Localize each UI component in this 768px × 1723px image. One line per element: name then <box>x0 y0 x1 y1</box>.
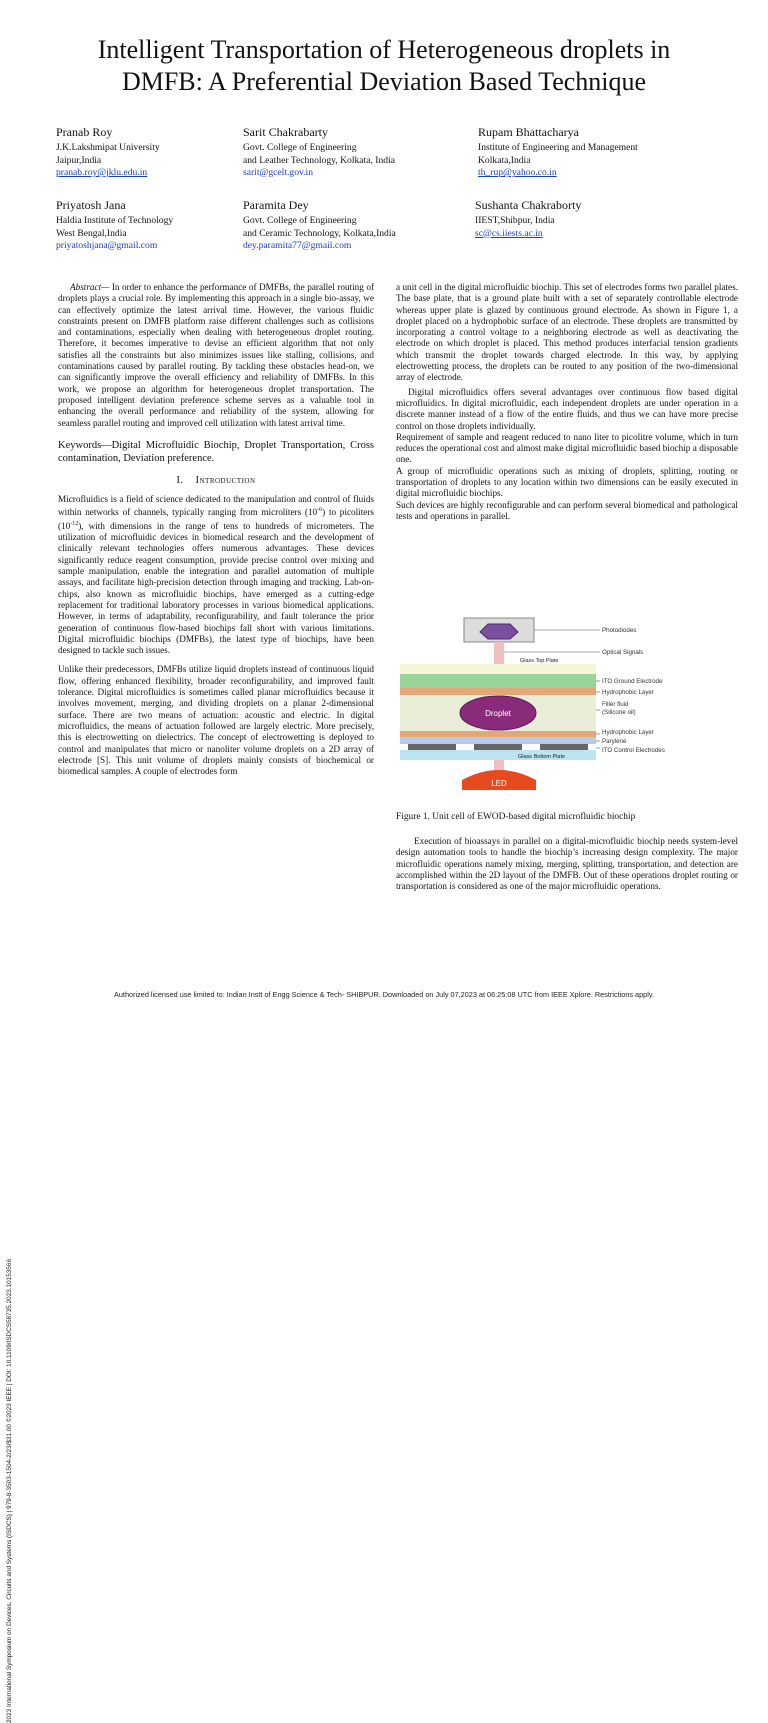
author-name: Rupam Bhattacharya <box>478 125 579 139</box>
ewod-diagram <box>400 612 738 804</box>
photodiode <box>480 624 518 639</box>
author-name: Sarit Chakrabarty <box>243 125 328 139</box>
abstract-label: Abstract— <box>70 282 110 292</box>
intro-paragraph-1: Microfluidics is a field of science dedicated to the manipulation and control of fluids within networks of channels, typically ranging from microliters $(10^{-6})$ to picoliters $(10^{-12})$, with dimensions in the range of tens to hundreds of micrometers. The utilization of microfluidic devices in biomedical research and the development of clinically relevant technologies offers numerous advantages. These devices significantly reduce reagent consumption, provide precise control over mixing and sample manipulation, enable the integration and parallel automation of multiple assays, and facilitate high-precision detection through imaging and tracking. Lab-on-chips, also known as microfluidic biochips, have emerged as a cutting-edge replacement for traditional laboratory processes in various biomedical applications. However, in terms of adaptability, reconfigurability, and fault tolerance the prior generation of continuous flow-based biochips fall short with various limitations. Digital microfluidic biochips (DMFBs), the latest type of biochips, have been designed to tackle such issues. <box>58 494 374 656</box>
author-name: Paramita Dey <box>243 198 309 212</box>
author-affiliation: Jaipur,India <box>56 154 102 166</box>
title-line-1: Intelligent Transportation of Heterogeneous droplets in <box>97 35 671 64</box>
abstract-text: In order to enhance the performance of DMFBs, the parallel routing of droplets plays a crucial role. By implementing this approach in a single bio-assay, we can effectively optimize the latest arrival time. However, the various fluidic constraints present on DMFB platform raise different challenges such as collisions and contaminations, especially when dealing with heterogeneous droplet routing. Therefore, it becomes imperative to devise an efficient algorithm that not only satisfies all the constraints but also minimizes issues like stalling, collisions, and contaminations caused by parallel routing. By tackling these obstacles head-on, we can significantly improve the overall efficiency and reliability of DMFBs. In this work, we propose an algorithm for heterogeneous droplet transportation. The proposed intelligent deviation preference scheme serves as a valuable tool in enhancing the overall performance and reliability of the system, allowing for seamless parallel routing and improved cell utilization with latest arrival time. <box>58 282 375 428</box>
abstract <box>58 282 374 429</box>
label-parylene: Parylene <box>602 738 627 745</box>
right-paragraph-5: Such devices are highly reconfigurable and can perform several biomedical and pathological tests and operations in parallel. <box>396 499 738 521</box>
author-affiliation: and Leather Technology, Kolkata, India <box>243 154 395 166</box>
ito-ground-electrode <box>400 674 596 688</box>
author-affiliation: and Ceramic Technology, Kolkata,India <box>243 227 396 239</box>
hydrophobic-layer-bottom <box>400 731 596 737</box>
section-heading <box>58 475 374 486</box>
author-affiliation: Haldia Institute of Technology <box>56 215 174 226</box>
author-name: Sushanta Chakraborty <box>475 198 582 212</box>
right-paragraph-6: Execution of bioassays in parallel on a digital-microfluidic biochip needs system-level design automation tools to handle the biochip’s increasing design complexity. The major microfluidic operations namely mixing, merging, splitting, transportation, and detection are accomplished within the 2D layout of the DMFB. Out of these operations droplet routing or transportation is considered as one of the major microfluidic operations. <box>396 836 738 892</box>
license-footer: Authorized licensed use limited to: Indian Instt of Engg Science & Tech- SHIBPUR. Downloaded on July 07,2023 at 06:25:08 UTC from IEEE Xplore. Restrictions apply. <box>114 990 654 999</box>
label-filler: Filler fluid <box>602 701 629 708</box>
optical-signal <box>494 642 504 664</box>
left-column <box>58 282 374 777</box>
right-column-lower <box>396 836 738 892</box>
label-hydrophobic-top: Hydrophobic Layer <box>602 689 654 696</box>
label-filler-oil: (Silicone oil) <box>602 709 636 716</box>
author-block <box>243 197 483 253</box>
right-paragraph-3: Requirement of sample and reagent reduced to nano liter to picolitre volume, which in turn reduces the operational cost and almost make digital microfluidic based biochip a disposable one. <box>396 431 738 465</box>
parylene <box>400 737 596 744</box>
author-email[interactable]: dey.paramita77@gmail.com <box>243 240 352 252</box>
author-affiliation: Govt. College of Engineering <box>243 142 357 153</box>
author-email[interactable]: th_rup@yahoo.co.in <box>478 167 557 179</box>
author-affiliation: Institute of Engineering and Management <box>478 142 638 153</box>
author-block <box>243 124 483 180</box>
author-email[interactable]: pranab.roy@jklu.edu.in <box>56 167 148 179</box>
figure-caption: Figure 1. Unit cell of EWOD-based digital microfluidic biochip <box>396 812 636 822</box>
figure-ewod-cell <box>400 612 738 804</box>
author-name: Priyatosh Jana <box>56 198 126 212</box>
author-affiliation: J.K.Lakshmipat University <box>56 142 160 153</box>
author-email[interactable]: sc@cs.iiests.ac.in <box>475 227 543 239</box>
label-led: LED <box>491 779 507 788</box>
right-column <box>396 282 738 522</box>
section-number: I. <box>176 474 184 486</box>
author-block <box>478 124 718 180</box>
right-paragraph-4: A group of microfluidic operations such as mixing of droplets, splitting, routing or transportation of droplets to any location within two dimensions can be easily executed in digital microfluidic biochips. <box>396 465 738 499</box>
sidebar-text: 2023 International Symposium on Devices, Circuits and Systems (ISDCS) | 979-8-3503-1504-2/23/$31.00 ©2023 IEEE | DOI: 10.1109/ISDCS58735.2023.10153566 <box>6 1258 13 1723</box>
label-top-plate: Glass Top Plate <box>520 658 559 664</box>
author-affiliation: Kolkata,India <box>478 154 531 166</box>
author-affiliation: Govt. College of Engineering <box>243 215 357 226</box>
keywords: Keywords—Digital Microfluidic Biochip, Droplet Transportation, Cross contamination, Deviation preference. <box>58 439 374 464</box>
author-affiliation: IIEST,Shibpur, India <box>475 215 555 226</box>
title-line-2: DMFB: A Preferential Deviation Based Technique <box>121 67 647 96</box>
section-title: Introduction <box>195 474 256 486</box>
bottom-plate <box>400 750 596 760</box>
intro-paragraph-2: Unlike their predecessors, DMFBs utilize liquid droplets instead of continuous liquid flow, offering enhanced flexibility, broader reconfigurability, and improved fault tolerance. Digital microfluidics is sometimes called planar microfluidics because it involves movement, merging, and dividing droplets on a planar 2-dimensional surface. There are two means of actuation: acoustic and electric. In digital microfluidics, the means of actuation followed are largely electric. More precisely, this is electrowetting on dielectrics. The concept of electrowetting is deployed to control and manipulates that micro or nanoliter volume droplets on a 2D array of electrode [S]. This unit volume of droplets mainly consists of biochemical or biomedical samples. A couple of electrodes form <box>58 664 374 777</box>
author-email[interactable]: priyatoshjana@gmail.com <box>56 240 158 252</box>
label-bottom-plate: Glass Bottom Plate <box>518 754 566 760</box>
author-block <box>475 197 715 240</box>
label-ito-control: ITO Control Electrodes <box>602 747 665 754</box>
right-paragraph-1: a unit cell in the digital microfluidic biochip. This set of electrodes forms two parallel plates. The base plate, that is a ground plate built with a set of separately controllable electrode whereas upper plate is glazed by continuous ground electrode. As shown in Figure 1, a droplet placed on a hydrophobic surface of an electrode. These droplets are transmitted by incorporating a control voltage to a neighboring electrode as well as deactivating the electrode on which droplet is placed. This method produces interfacial tension gradients which transmit the droplet towards charged electrode. In this way, by applying electrowetting process, the droplets can be routed to any position of the two-dimensional array of electrode. <box>396 282 738 383</box>
label-photodiodes: Photodiodes <box>602 627 637 634</box>
author-name: Pranab Roy <box>56 125 113 139</box>
author-email[interactable]: sarit@gcelt.gov.in <box>243 167 314 179</box>
label-optical: Optical Signals <box>602 649 644 656</box>
right-paragraph-2: Digital microfluidics offers several advantages over continuous flow based digital microfluidics. In digital microfluidic, each independent droplets are under operation in a discrete manner instead of a flow of the entire fluids, and thus we can have more precise control on those droplets individually. <box>396 386 738 431</box>
top-plate <box>400 664 596 674</box>
author-affiliation: West Bengal,India <box>56 227 127 239</box>
label-ito-ground: ITO Ground Electrode <box>602 678 663 685</box>
paper-title <box>40 34 728 98</box>
hydrophobic-layer-top <box>400 688 596 695</box>
label-droplet: Droplet <box>485 709 511 718</box>
label-hydrophobic-bottom: Hydrophobic Layer <box>602 729 654 736</box>
publication-sidebar <box>6 250 16 1723</box>
